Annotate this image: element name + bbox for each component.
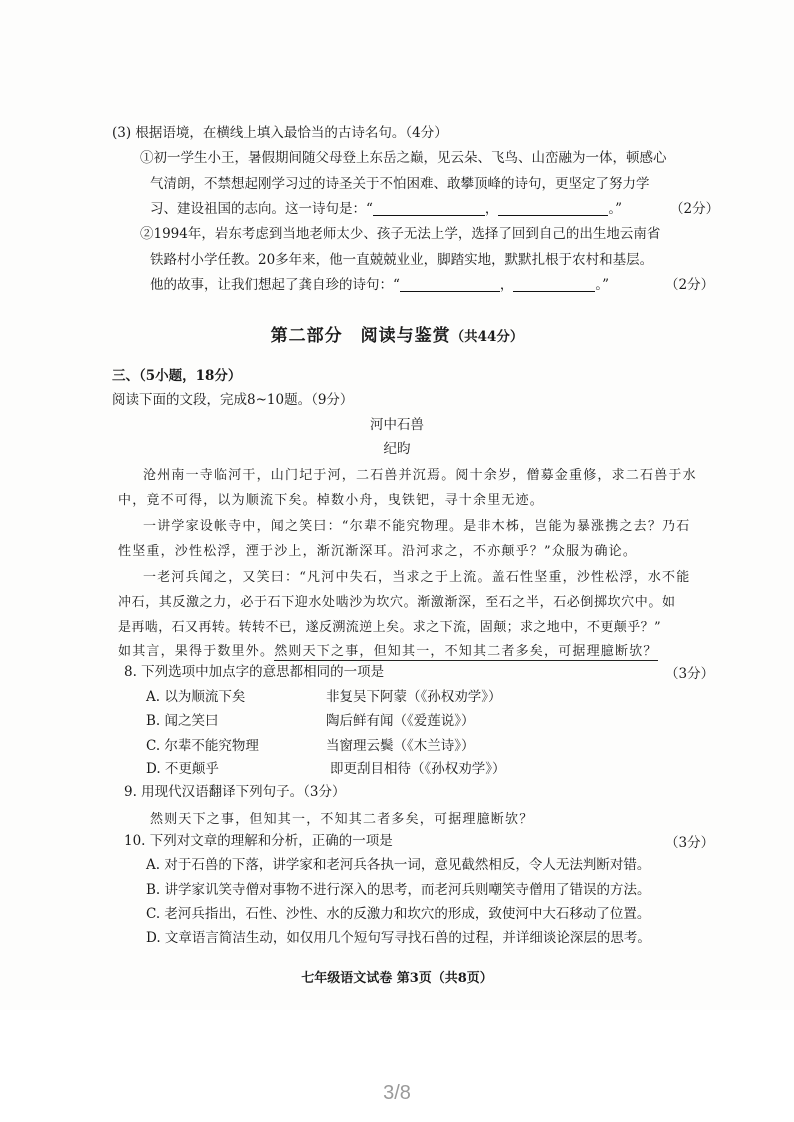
q8-option-b[interactable]: B. 闻之笑曰 — [146, 713, 219, 729]
q9-stem: 9. 用现代汉语翻译下列句子。（3分） — [124, 784, 346, 800]
q3-item2-line3 — [150, 276, 609, 294]
q10-option-b[interactable]: B. 讲学家讥笑寺僧对事物不进行深入的思考，而老河兵则嘲笑寺僧用了错误的方法。 — [146, 882, 651, 898]
q3-item1-prefix: 习、建设祖国的志向。这一诗句是：“ — [150, 201, 373, 217]
close-quote: 。” — [608, 201, 623, 217]
part2-title-text: 第二部分 阅读与鉴赏 — [270, 326, 451, 346]
q8-option-d-compare: 即更刮目相待（《孙权劝学》） — [330, 761, 506, 777]
q8-option-b-compare: 陶后鲜有闻（《爱莲说》） — [326, 713, 475, 729]
q3-item1-line3 — [150, 200, 622, 218]
q8-option-a[interactable]: A. 以为顺流下矣 — [146, 689, 246, 705]
q10-option-d[interactable]: D. 文章语言简洁生动，如仅用几个短句写寻找石兽的过程，并详细谈论深层的思考。 — [146, 930, 651, 946]
passage-p3-line4-prefix: 如其言，果得于数里外。 — [118, 644, 275, 659]
q10-option-c[interactable]: C. 老河兵指出，石性、沙性、水的反激力和坎穴的形成，致使河中大石移动了位置。 — [146, 906, 651, 922]
part2-points: （共44分） — [450, 329, 524, 345]
passage-title: 河中石兽 — [370, 417, 424, 433]
close-quote: 。” — [595, 277, 610, 293]
passage-p3-line2: 冲石，其反激之力，必于石下迎水处啮沙为坎穴。渐激渐深，至石之半，石必倒掷坎穴中。如 — [118, 595, 676, 610]
q8-option-a-compare: 非复吴下阿蒙（《孙权劝学》） — [326, 689, 502, 705]
q8-score: （3分） — [665, 666, 715, 682]
q3-item2-score: （2分） — [665, 277, 715, 293]
q3-header: (3) 根据语境，在横线上填入最恰当的古诗名句。（4分） — [112, 125, 448, 141]
q3-answer-blank-4[interactable] — [513, 277, 595, 292]
q3-answer-blank-1[interactable] — [373, 201, 485, 216]
sec3-header: 三、（5小题，18分） — [112, 368, 242, 384]
sec3-instruction: 阅读下面的文段，完成8~10题。（9分） — [112, 392, 354, 408]
passage-p2-line1: 一讲学家设帐寺中，闻之笑曰：“尔辈不能究物理。是非木柹，岂能为暴涨携之去？乃石 — [143, 519, 691, 534]
page-indicator: 3/8 — [383, 1082, 411, 1104]
underlined-sentence: 然则天下之事，但知其一，不知其二者多矣，可据理臆断欤？ — [274, 644, 658, 659]
q3-item1-line1: ①初一学生小王，暑假期间随父母登上东岳之巅，见云朵、飞鸟、山峦融为一体，顿感心 — [140, 150, 667, 166]
q3-item1-line2: 气清朗，不禁想起刚学习过的诗圣关于不怕困难、敢攀顶峰的诗句，更坚定了努力学 — [150, 176, 650, 192]
q9-sentence: 然则天下之事，但知其一，不知其二者多矣，可据理臆断欤？ — [150, 812, 534, 827]
q10-score: （3分） — [665, 835, 715, 851]
q3-item2-prefix: 他的故事，让我们想起了龚自珍的诗句：“ — [150, 277, 400, 293]
comma: ， — [499, 277, 514, 293]
q8-stem: 8. 下列选项中加点字的意思都相同的一项是 — [124, 664, 385, 680]
q10-stem: 10. 下列对文章的理解和分析，正确的一项是 — [124, 833, 393, 849]
passage-p1-line2: 中，竟不可得，以为顺流下矣。棹数小舟，曳铁钯，寻十余里无迹。 — [118, 493, 545, 508]
q3-answer-blank-2[interactable] — [498, 201, 608, 216]
q8-option-d[interactable]: D. 不更颠乎 — [146, 761, 219, 777]
passage-p3-line4 — [118, 640, 658, 659]
passage-p3-line1: 一老河兵闻之，又笑曰：“凡河中失石，当求之于上流。盖石性坚重，沙性松浮，水不能 — [143, 570, 691, 585]
q3-item2-line2: 铁路村小学任教。20多年来，他一直兢兢业业，脚踏实地，默默扎根于农村和基层。 — [150, 252, 654, 268]
passage-author: 纪昀 — [383, 441, 411, 457]
comma: ， — [484, 201, 499, 217]
q3-item1-score: （2分） — [670, 201, 720, 217]
q3-item2-line1: ②1994年，岩东考虑到当地老师太少、孩子无法上学，选择了回到自己的出生地云南省 — [140, 226, 661, 242]
passage-p1-line1: 沧州南一寺临河干，山门圮于河，二石兽并沉焉。阅十余岁，僧募金重修，求二石兽于水 — [143, 468, 697, 483]
passage-p3-line3: 是再啮，石又再转。转转不已，遂反溯流逆上矣。求之下流，固颠；求之地中，不更颠乎？” — [118, 620, 662, 635]
q10-option-a[interactable]: A. 对于石兽的下落，讲学家和老河兵各执一词，意见截然相反，令人无法判断对错。 — [146, 857, 651, 873]
part2-title — [0, 321, 794, 346]
passage-p2-line2: 性坚重，沙性松浮，湮于沙上，渐沉渐深耳。沿河求之，不亦颠乎？”众服为确论。 — [118, 544, 638, 559]
q8-option-c-compare: 当窗理云鬓（《木兰诗》） — [326, 738, 475, 754]
q3-answer-blank-3[interactable] — [400, 277, 500, 292]
q8-option-c[interactable]: C. 尔辈不能究物理 — [146, 738, 259, 754]
page-footer: 七年级语文试卷 第3页（共8页） — [301, 971, 493, 986]
